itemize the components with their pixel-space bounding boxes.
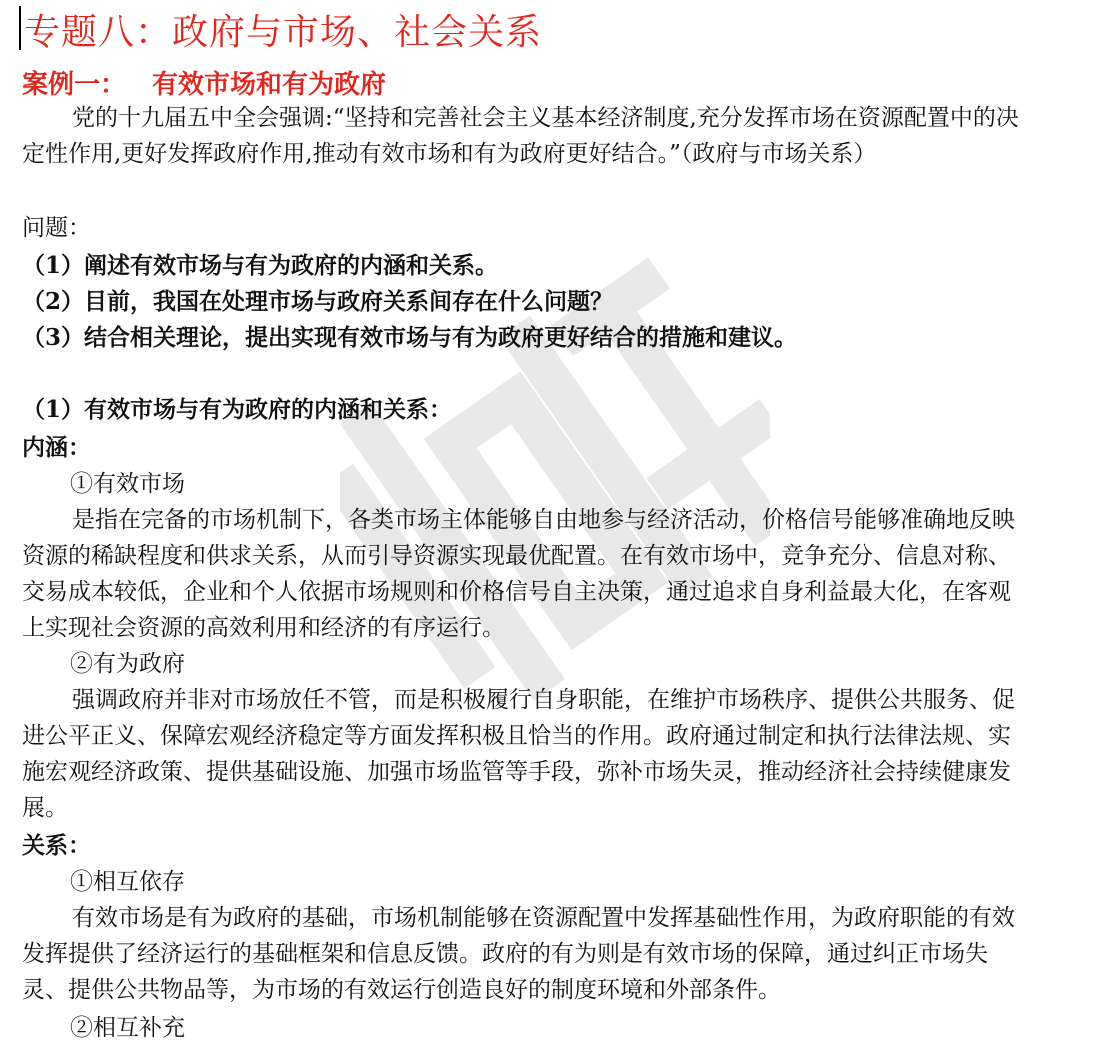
question-2: （2）目前，我国在处理市场与政府关系间存在什么问题？ [22, 288, 614, 315]
interdependence-text: 有效市场是有为政府的基础，市场机制能够在资源配置中发挥基础性作用，为政府职能的有效发挥提供了经济运行的基础框架和信息反馈。政府的有为则是有效市场的保障，通过纠正市场失灵、提供公共物品等，为市场的有效运行创造良好的制度环境和外部条件。 [22, 905, 1015, 1003]
relation-label: 关系： [22, 832, 91, 859]
intro-paragraph: 党的十九届五中全会强调:“坚持和完善社会主义基本经济制度,充分发挥市场在资源配置中的决定性作用,更好发挥政府作用,推动有效市场和有为政府更好结合。”（政府与市场关系） [22, 105, 1019, 167]
case-title [22, 64, 386, 101]
question-1: （1）阐述有效市场与有为政府的内涵和关系。 [22, 252, 499, 279]
page-title: 专题八：政府与市场、社会关系 [24, 12, 543, 53]
connotation-label: 内涵： [22, 434, 91, 461]
case-label: 案例一： [22, 70, 127, 100]
questions-label: 问题： [22, 215, 91, 241]
promising-government-text: 强调政府并非对市场放任不管，而是积极履行自身职能，在维护市场秩序、提供公共服务、促进公平正义、保障宏观经济稳定等方面发挥积极且恰当的作用。政府通过制定和执行法律法规、实施宏观经济政策、提供基础设施、加强市场监管等手段，弥补市场失灵，推动经济社会持续健康发展。 [22, 687, 1015, 821]
case-name: 有效市场和有为政府 [152, 70, 387, 100]
effective-market-text: 是指在完备的市场机制下，各类市场主体能够自由地参与经济活动，价格信号能够准确地反映资源的稀缺程度和供求关系，从而引导资源实现最优配置。在有效市场中，竞争充分、信息对称、交易成本较低，企业和个人依据市场规则和价格信号自主决策，通过追求自身利益最大化，在客观上实现社会资源的高效利用和经济的有序运行。 [22, 507, 1015, 641]
interdependence-heading: ①相互依存 [70, 869, 185, 895]
complement-heading: ②相互补充 [70, 1015, 185, 1041]
answer-heading: （1）有效市场与有为政府的内涵和关系： [22, 396, 453, 423]
effective-market-heading: ①有效市场 [70, 471, 185, 497]
promising-government-heading: ②有为政府 [70, 651, 185, 677]
text-cursor [19, 6, 21, 50]
question-3: （3）结合相关理论，提出实现有效市场与有为政府更好结合的措施和建议。 [22, 324, 798, 351]
